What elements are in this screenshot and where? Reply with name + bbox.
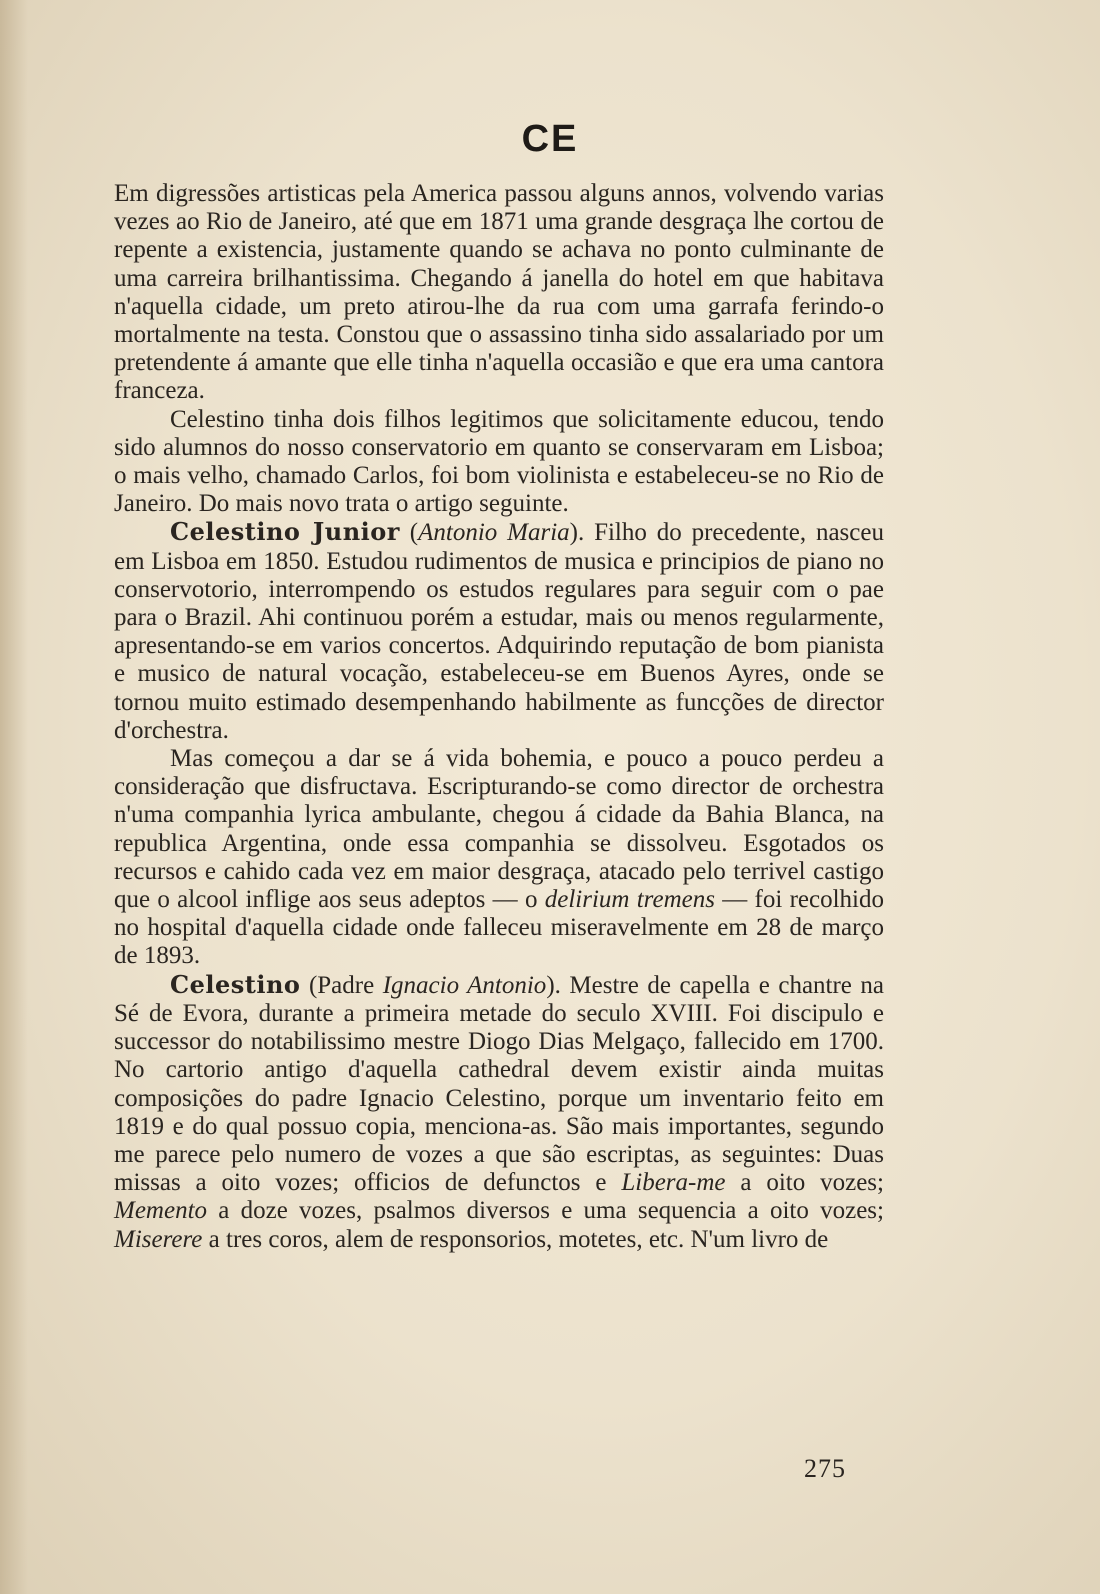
italic-title: Memento: [114, 1197, 208, 1225]
italic-title: Miserere: [114, 1225, 203, 1253]
entry-body: a doze vozes, psalmos diversos e uma sequencia a oito vozes;: [207, 1197, 884, 1225]
italic-term: delirium tremens: [544, 886, 715, 914]
body-text: [114, 180, 884, 1254]
running-head: CE: [521, 118, 579, 160]
entry-paren-open: (Padre: [300, 971, 383, 999]
entry-headword: Celestino Junior: [170, 517, 400, 547]
entry-paren-open: (: [399, 519, 419, 547]
entry-body: a oito vozes;: [725, 1169, 884, 1197]
page-number: 275: [804, 1454, 846, 1483]
entry-given-names: Antonio Maria: [418, 519, 570, 547]
entry-celestino-junior: [114, 518, 884, 745]
entry-paren-close: ).: [546, 971, 570, 999]
paragraph-text: Mas começou a dar se á vida bohemia, e pouco a pouco perdeu a consideração que disfructava. Escripturando-se como director de orchestra n'uma companhia lyrica ambulante, chegou á cidade da Bahia Blanca, na republica Argentina, onde essa companhia se dissolveu. Esgotados os recursos e cahido cada vez em maior desgraça, atacado pelo terrivel castigo que o alcool inflige aos seus adeptos — o: [114, 745, 884, 914]
entry-given-names: Ignacio Antonio: [382, 971, 547, 999]
entry-body: a tres coros, alem de responsorios, motetes, etc. N'um livro de: [202, 1225, 829, 1253]
entry-headword: Celestino: [170, 969, 301, 999]
entry-paren-close: ).: [569, 519, 595, 547]
paragraph-bohemian-life: [114, 745, 884, 971]
entry-body: Filho do precedente, nasceu em Lisboa em 1850. Estudou rudimentos de musica e principios de piano no conservotorio, interrompendo os estudos regulares para seguir com o pae para o Brazil. Ahi continuou porém a estudar, mais ou menos regularmente, apresentando-se em varios concertos. Adquirindo reputação de bom pianista e musico de natural vocação, estabeleceu-se em Buenos Ayres, onde se tornou muito estimado desempenhando habilmente as funcções de director d'orchestra.: [114, 519, 884, 744]
paragraph-sons: Celestino tinha dois filhos legitimos que solicitamente educou, tendo sido alumnos do nosso conservatorio em quanto se conservaram em Lisboa; o mais velho, chamado Carlos, foi bom violinista e estabeleceu-se no Rio de Janeiro. Do mais novo trata o artigo seguinte.: [114, 405, 884, 518]
entry-body: Mestre de capella e chantre na Sé de Evora, durante a primeira metade do seculo XVIII. Foi discipulo e successor do notabilissimo mestre Diogo Dias Melgaço, fallecido em 1700. No cartorio antigo d'aquella cathedral devem existir ainda muitas composições do padre Ignacio Celestino, porque um inventario feito em 1819 e do qual possuo copia, menciona-as. São mais importantes, segundo me parece pelo numero de vozes a que são escriptas, as seguintes: Duas missas a oito vozes; officios de defunctos e: [114, 971, 885, 1197]
paragraph-text: — foi recolhido no hospital d'aquella cidade onde falleceu miseravelmente em 28 de março de 1893.: [114, 886, 884, 970]
italic-title: Libera-me: [621, 1169, 726, 1197]
entry-celestino-padre: [114, 971, 884, 1254]
paragraph-obituary-end: Em digressões artisticas pela America passou alguns annos, volvendo varias vezes ao Rio de Janeiro, até que em 1871 uma grande desgraça lhe cortou de repente a existencia, justamente quando se achava no ponto culminante de uma carreira brilhantissima. Chegando á janella do hotel em que habitava n'aquella cidade, um preto atirou-lhe da rua com uma garrafa ferindo-o mortalmente na testa. Constou que o assassino tinha sido assalariado por um pretendente á amante que elle tinha n'aquella occasião e que era uma cantora franceza.: [114, 180, 884, 405]
